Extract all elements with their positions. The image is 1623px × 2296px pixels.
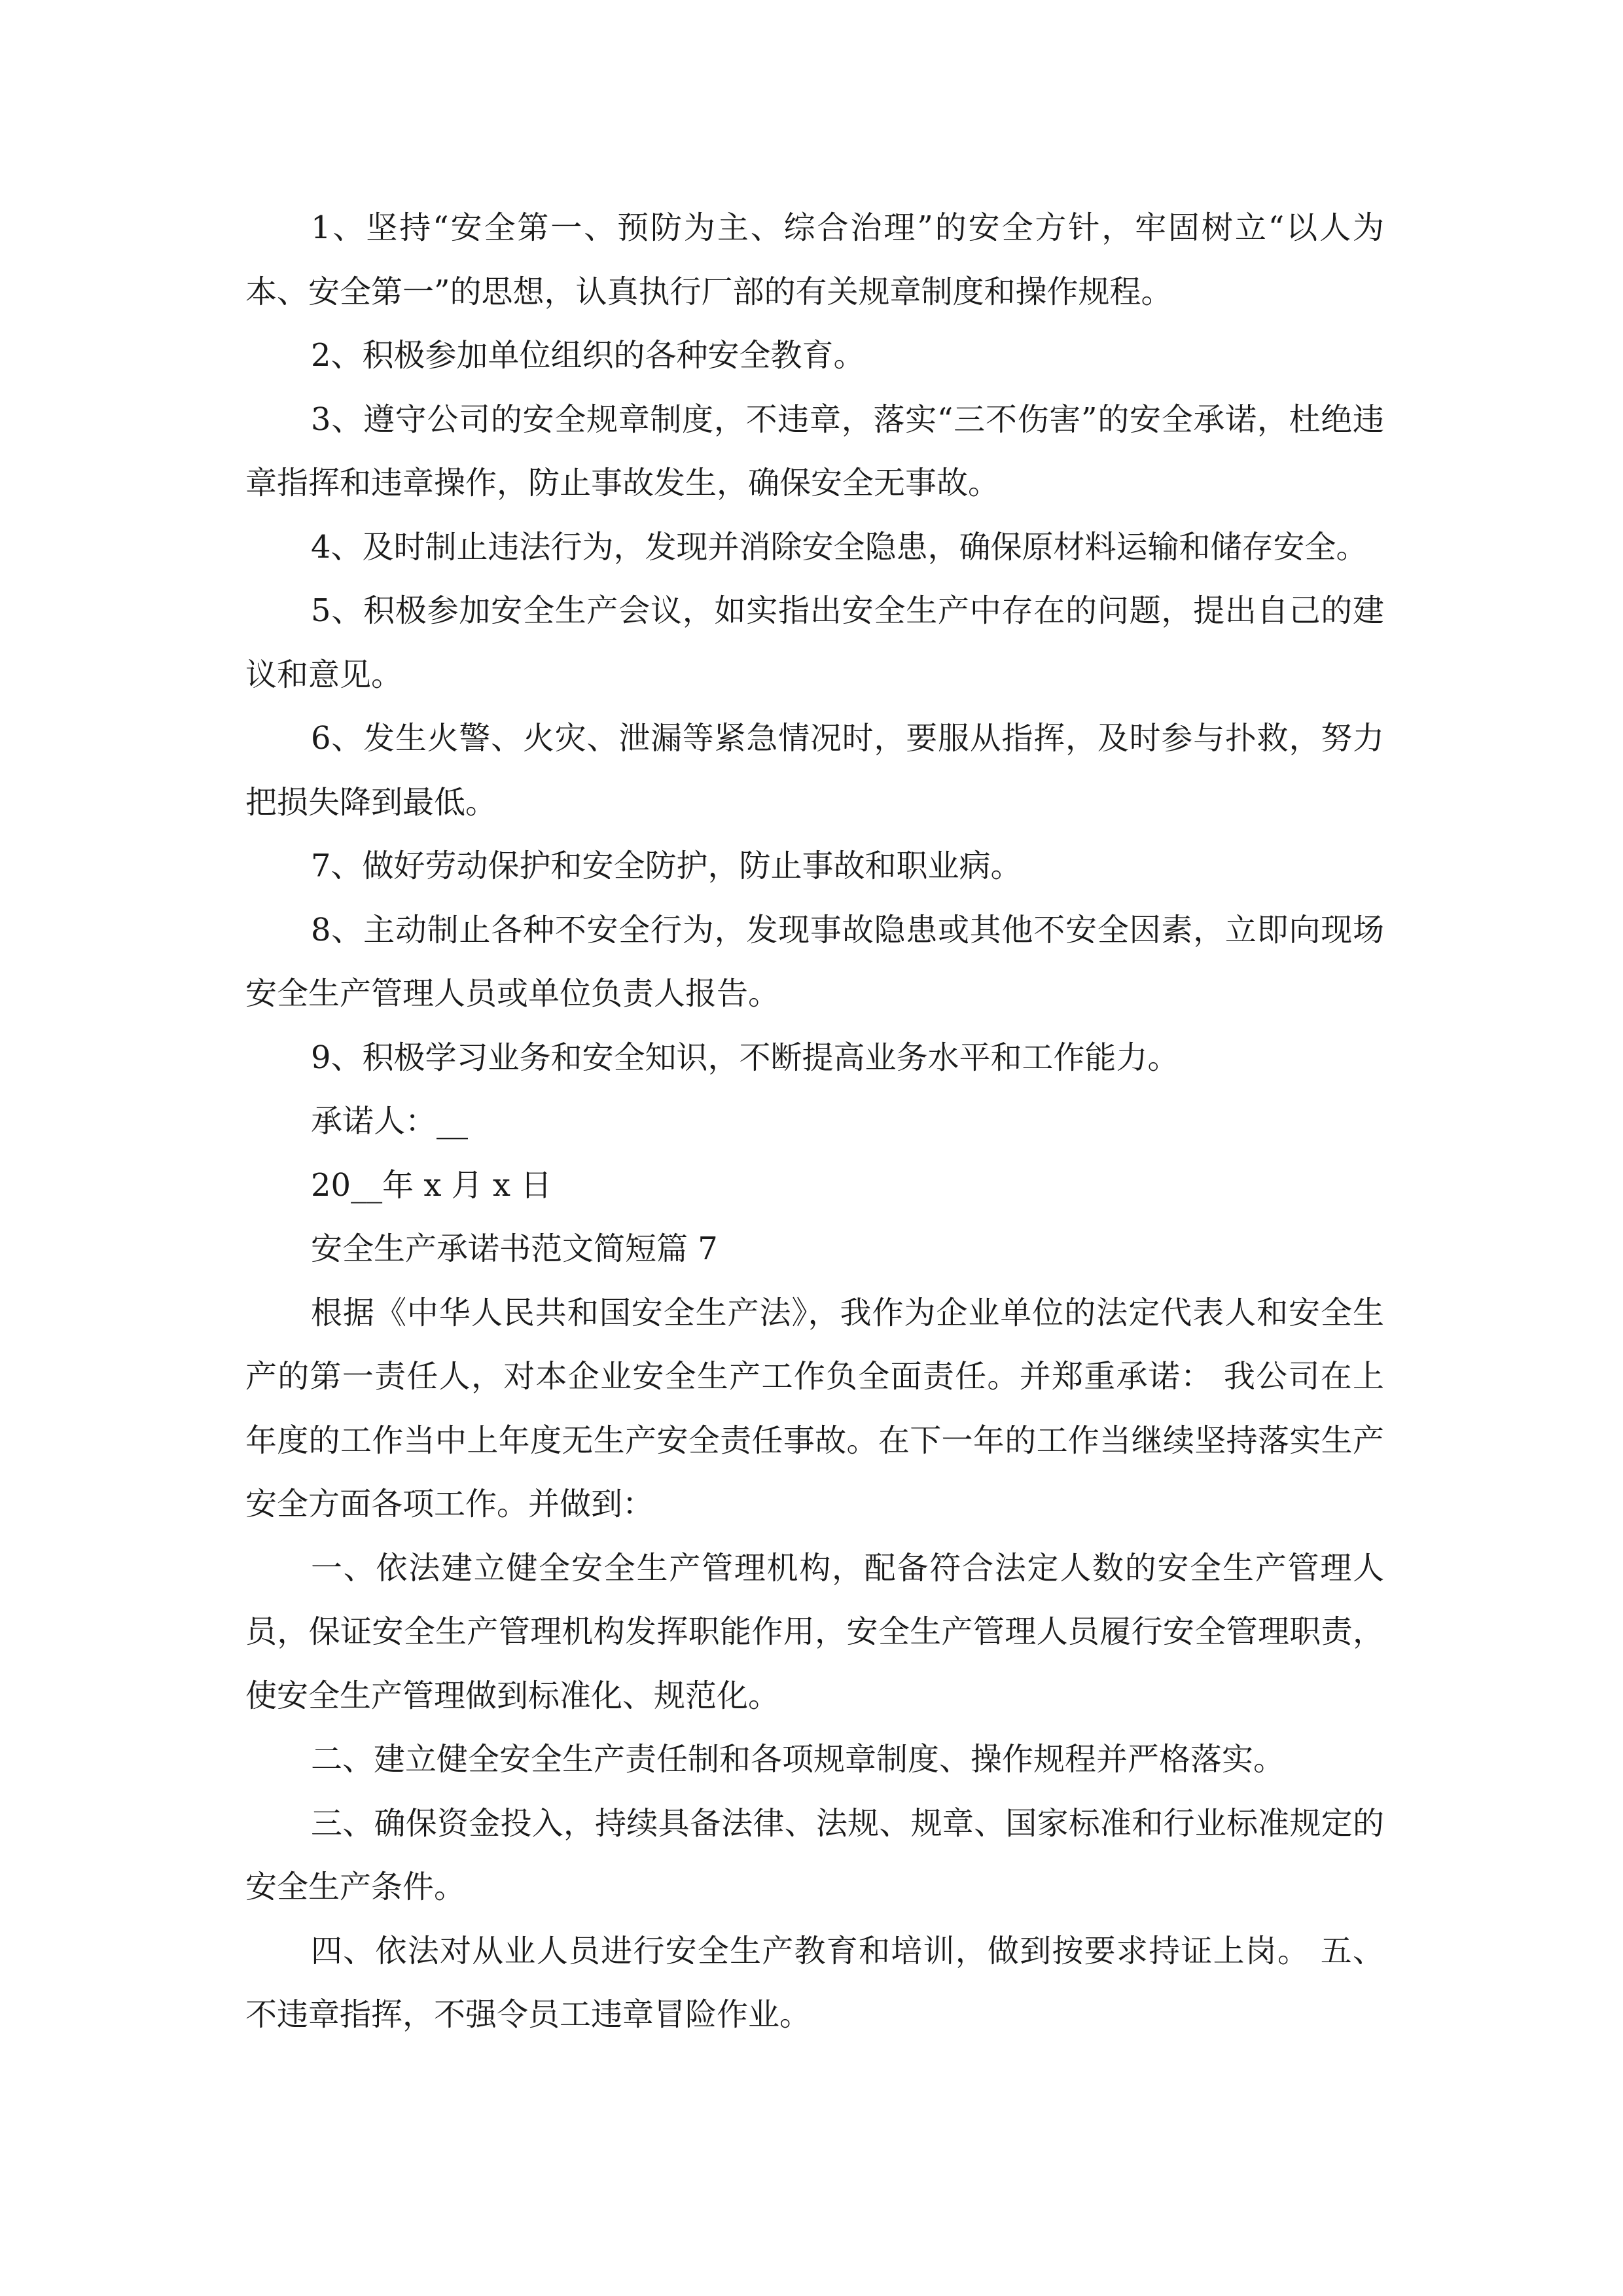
commitment-item-2: 2、积极参加单位组织的各种安全教育。 <box>311 337 865 374</box>
pledge-item-2: 二、建立健全安全生产责任制和各项规章制度、操作规程并严格落实。 <box>311 1741 1285 1778</box>
commitment-item-4: 4、及时制止违法行为，发现并消除安全隐患，确保原材料运输和储存安全。 <box>311 528 1368 565</box>
document-body <box>245 196 1384 2047</box>
section-title: 安全生产承诺书范文简短篇 7 <box>311 1230 718 1267</box>
intro-paragraph: 根据《中华人民共和国安全生产法》，我作为企业单位的法定代表人和安全生产的第一责任人，对本企业安全生产工作负全面责任。并郑重承诺： 我公司在上年度的工作当中上年度无生产安全责任事故。在下一年的工作当继续坚持落实生产安全方面各项工作。并做到： <box>245 1294 1384 1522</box>
commitment-item-1: 1、坚持“安全第一、预防为主、综合治理”的安全方针，牢固树立“以人为本、安全第一”的思想，认真执行厂部的有关规章制度和操作规程。 <box>245 209 1384 310</box>
pledge-item-3: 三、确保资金投入，持续具备法律、法规、规章、国家标准和行业标准规定的安全生产条件。 <box>245 1804 1384 1905</box>
commitment-item-9: 9、积极学习业务和安全知识，不断提高业务水平和工作能力。 <box>311 1039 1179 1076</box>
pledge-item-1: 一、依法建立健全安全生产管理机构，配备符合法定人数的安全生产管理人员，保证安全生产管理机构发挥职能作用，安全生产管理人员履行安全管理职责，使安全生产管理做到标准化、规范化。 <box>245 1549 1384 1714</box>
commitment-item-5: 5、积极参加安全生产会议，如实指出安全生产中存在的问题，提出自己的建议和意见。 <box>245 592 1384 693</box>
commitment-item-6: 6、发生火警、火灾、泄漏等紧急情况时，要服从指挥，及时参与扑救，努力把损失降到最低。 <box>245 720 1384 821</box>
commitment-item-8: 8、主动制止各种不安全行为，发现事故隐患或其他不安全因素，立即向现场安全生产管理人员或单位负责人报告。 <box>245 911 1384 1012</box>
signatory-line: 承诺人：__ <box>311 1103 469 1139</box>
date-line: 20__年 x 月 x 日 <box>311 1166 552 1204</box>
pledge-item-4: 四、依法对从业人员进行安全生产教育和培训，做到按要求持证上岗。 五、不违章指挥，不强令员工违章冒险作业。 <box>245 1932 1384 2033</box>
commitment-item-3: 3、遵守公司的安全规章制度，不违章，落实“三不伤害”的安全承诺，杜绝违章指挥和违章操作，防止事故发生，确保安全无事故。 <box>245 401 1384 501</box>
commitment-item-7: 7、做好劳动保护和安全防护，防止事故和职业病。 <box>311 848 1022 884</box>
